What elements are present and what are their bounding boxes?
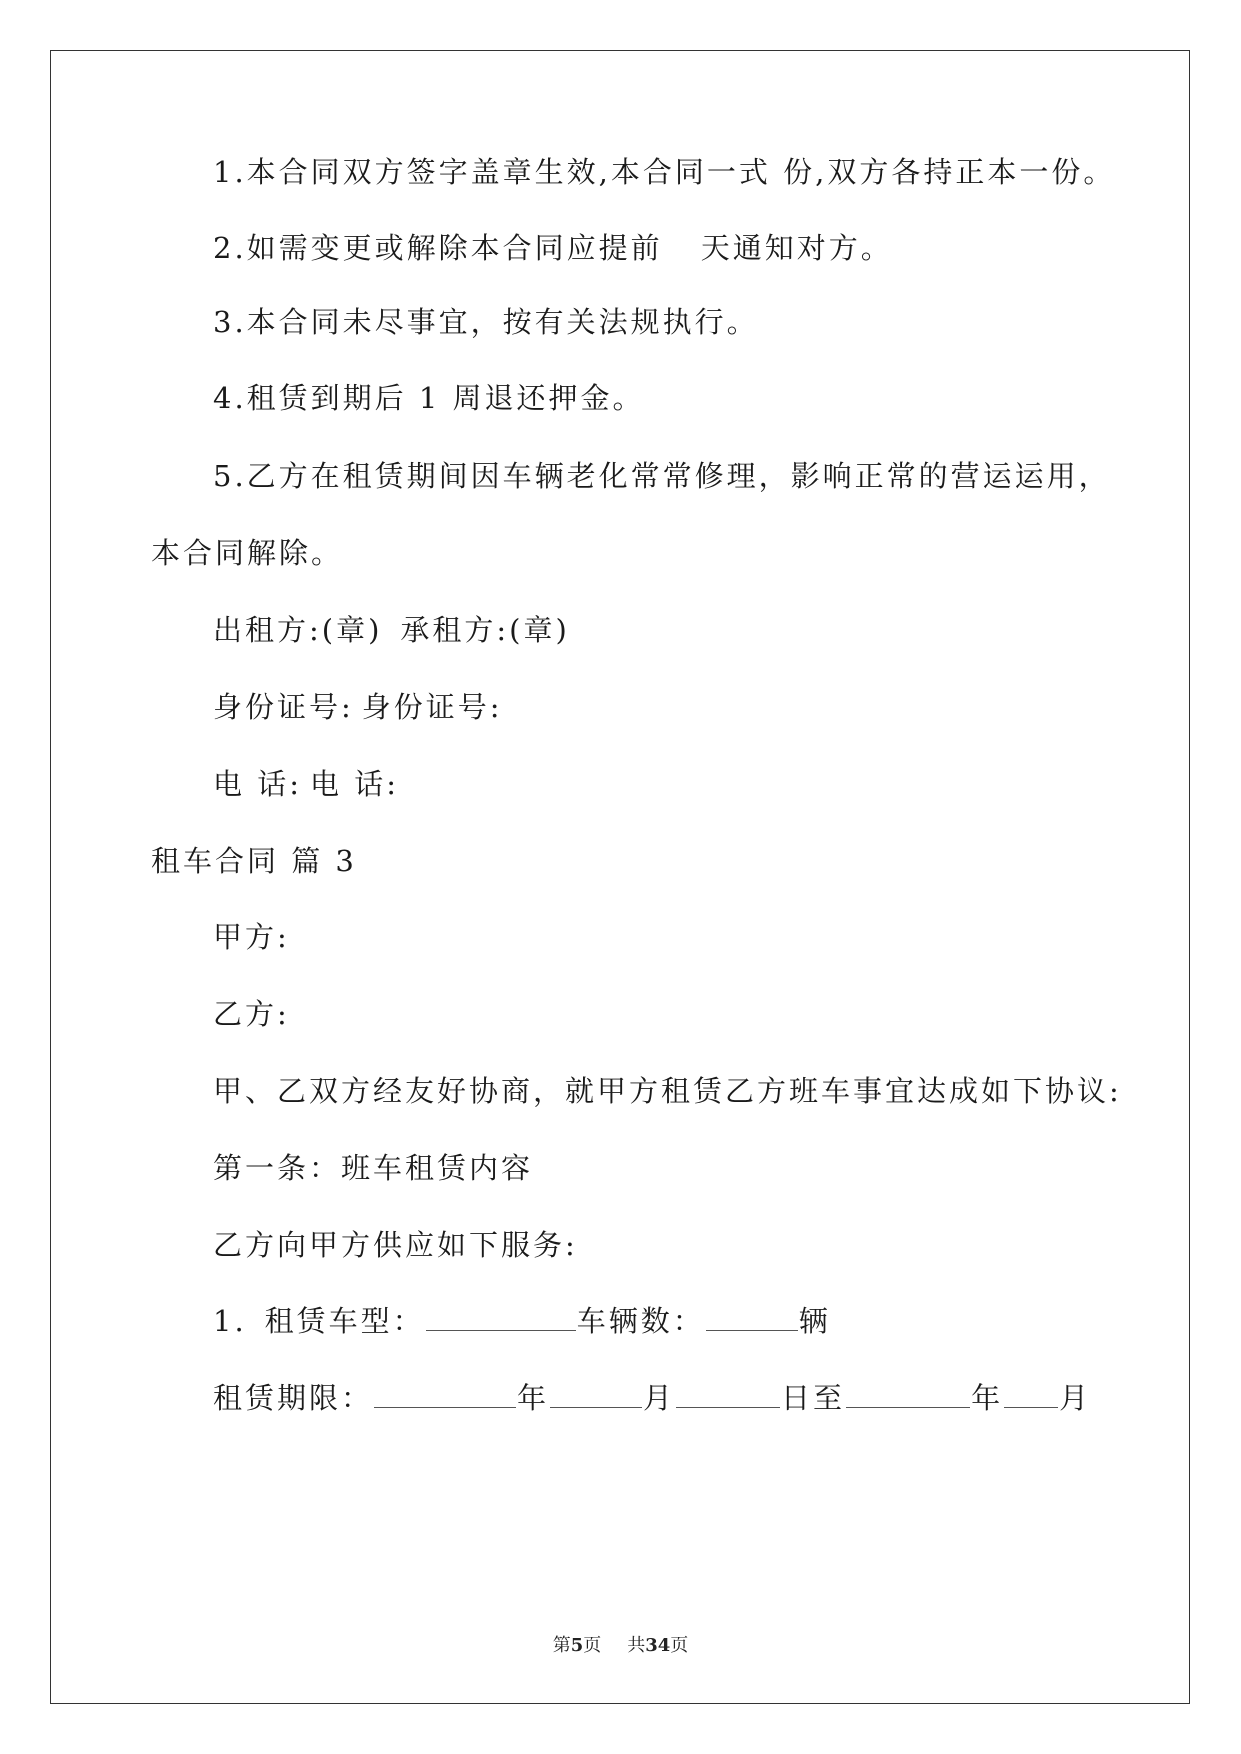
clause-text: 本合同未尽事宜，按有关法规执行。 xyxy=(246,305,759,339)
start-year-unit: 年 xyxy=(517,1381,550,1415)
lessor-phone: 电 话: xyxy=(213,767,302,801)
total-suffix: 页 xyxy=(670,1635,689,1656)
page-footer xyxy=(0,1631,1241,1657)
start-month-blank xyxy=(550,1383,642,1408)
clause-text: 本合同双方签字盖章生效,本合同一式 份,双方各持正本一份。 xyxy=(246,155,1116,189)
preamble: 甲、乙双方经友好协商，就甲方租赁乙方班车事宜达成如下协议: xyxy=(213,1074,1122,1108)
clause-5-continuation: 本合同解除。 xyxy=(151,536,344,570)
clause-number: 2. xyxy=(213,231,247,265)
total-pages: 34 xyxy=(645,1635,671,1656)
end-month-blank xyxy=(1004,1383,1058,1408)
clause-text: 租赁到期后 1 周退还押金。 xyxy=(246,381,645,415)
start-day-blank xyxy=(676,1383,780,1408)
clause-number: 4. xyxy=(213,381,247,415)
clause-text: 如需变更或解除本合同应提前 xyxy=(246,231,663,265)
clause-number: 1. xyxy=(213,155,247,189)
vehicle-type-blank xyxy=(426,1306,576,1331)
lessor-id: 身份证号: xyxy=(213,690,354,724)
clause-5 xyxy=(213,459,1111,493)
lessee-seal: 承租方:(章) xyxy=(400,613,570,647)
total-prefix: 共 xyxy=(627,1635,646,1656)
section-title: 租车合同 篇 3 xyxy=(151,844,357,878)
clause-number: 3. xyxy=(213,305,247,339)
id-number-line xyxy=(213,690,503,724)
period-label: 租赁期限： xyxy=(213,1381,374,1415)
end-year-unit: 年 xyxy=(971,1381,1004,1415)
vehicle-count-blank xyxy=(706,1306,798,1331)
lessor-seal: 出租方:(章) xyxy=(213,613,383,647)
clause-3 xyxy=(213,305,759,339)
phone-line xyxy=(213,767,399,801)
party-a-label: 甲方: xyxy=(213,920,290,954)
clause-1 xyxy=(213,155,1116,189)
clause-text-tail: 天通知对方。 xyxy=(700,231,893,265)
clause-2 xyxy=(213,231,893,265)
end-month-unit: 月 xyxy=(1059,1381,1092,1415)
clause-4 xyxy=(213,381,645,415)
vehicle-unit: 辆 xyxy=(798,1304,831,1338)
service-intro: 乙方向甲方供应如下服务: xyxy=(213,1228,578,1262)
page-suffix: 页 xyxy=(583,1635,602,1656)
end-year-blank xyxy=(846,1383,970,1408)
start-day-to: 日至 xyxy=(781,1381,846,1415)
signature-seal-line xyxy=(213,613,570,647)
lessee-id: 身份证号: xyxy=(361,690,503,724)
clause-text: 乙方在租赁期间因车辆老化常常修理，影响正常的营运运用， xyxy=(246,459,1111,493)
rental-period-line xyxy=(213,1383,1091,1413)
start-year-blank xyxy=(374,1383,516,1408)
start-month-unit: 月 xyxy=(643,1381,676,1415)
rental-item-number: 1. xyxy=(213,1304,247,1338)
vehicle-type-label: 租赁车型： xyxy=(264,1304,425,1338)
article-1-title: 第一条：班车租赁内容 xyxy=(213,1151,534,1185)
clause-number: 5. xyxy=(213,459,247,493)
rental-vehicle-line xyxy=(213,1306,831,1336)
vehicle-count-label: 车辆数： xyxy=(576,1304,705,1338)
lessee-phone: 电 话: xyxy=(310,767,399,801)
page-prefix: 第 xyxy=(552,1635,571,1656)
page-number: 5 xyxy=(570,1635,584,1656)
party-b-label: 乙方: xyxy=(213,997,290,1031)
